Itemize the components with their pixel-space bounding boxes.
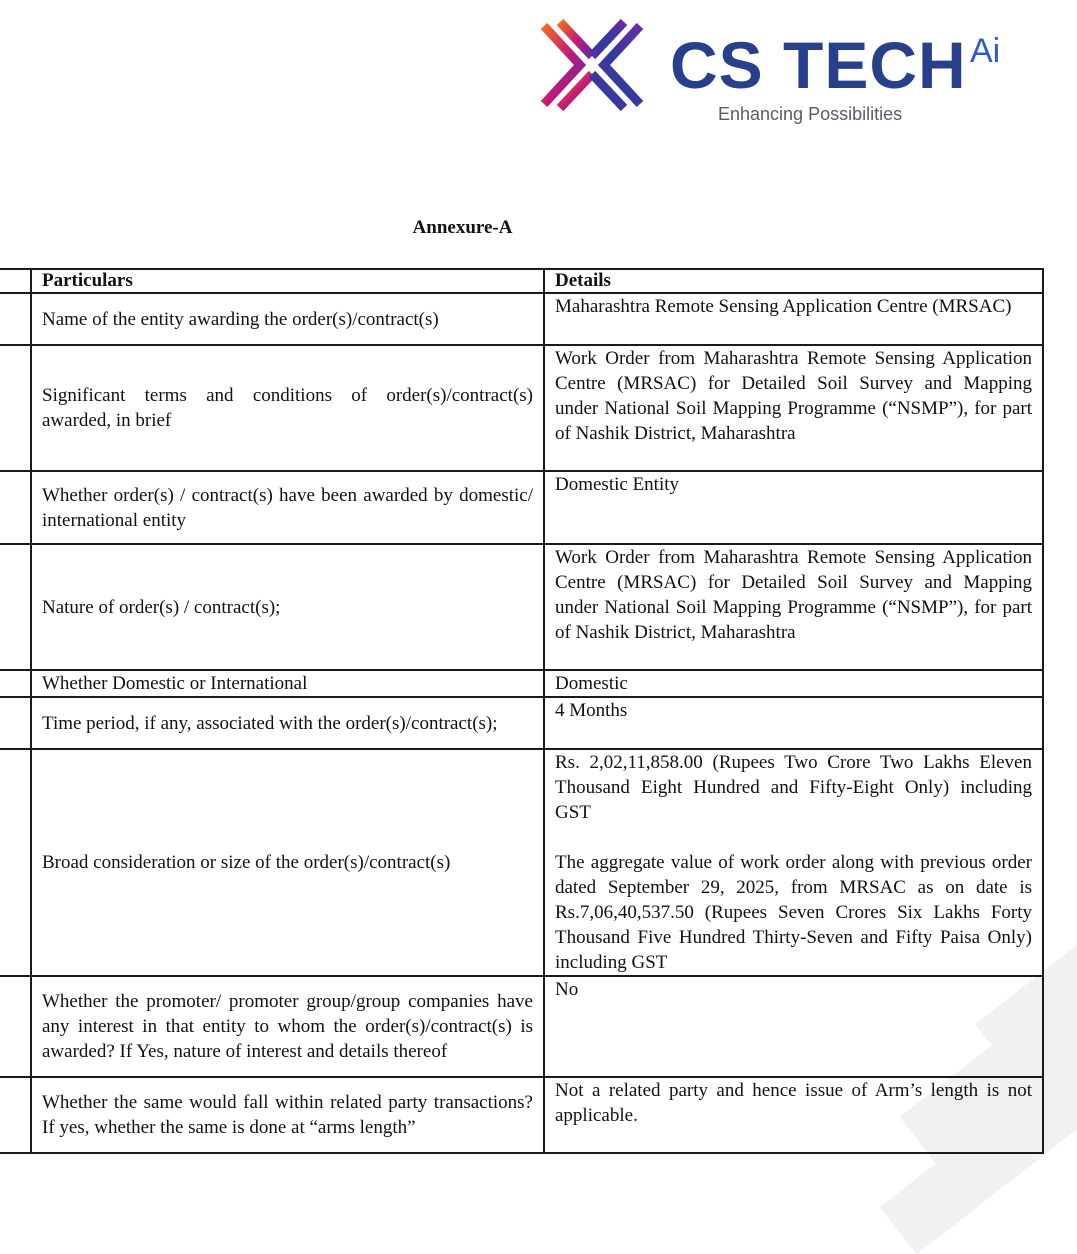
logo-superscript: Ai: [970, 32, 1001, 70]
particulars-cell: Name of the entity awarding the order(s)/contract(s): [31, 293, 544, 345]
table-header-row: [0, 269, 1043, 293]
details-cell: [544, 749, 1043, 976]
row-number-cell: [0, 293, 31, 345]
logo-wordmark: CS TECH: [670, 28, 967, 102]
header-no: [0, 269, 31, 293]
row-number-cell: [0, 1077, 31, 1153]
table-row: [0, 697, 1043, 749]
details-cell: Work Order from Maharashtra Remote Sensing Application Centre (MRSAC) for Detailed Soil Survey and Mapping under National Soil Mapping Programme (“NSMP”), for part of Nashik District, Maharashtra: [544, 544, 1043, 670]
particulars-cell: Whether Domestic or International: [31, 670, 544, 697]
particulars-cell: Nature of order(s) / contract(s);: [31, 544, 544, 670]
table-row: [0, 976, 1043, 1077]
particulars-cell: Time period, if any, associated with the order(s)/contract(s);: [31, 697, 544, 749]
row-number-cell: [0, 749, 31, 976]
document-title: Annexure-A: [412, 217, 513, 238]
consideration-amount: Rs. 2,02,11,858.00 (Rupees Two Crore Two Lakhs Eleven Thousand Eight Hundred and Fifty-Eight Only) including GST: [555, 752, 1032, 823]
logo-x-mark-icon: [538, 12, 646, 118]
header-details: Details: [544, 269, 1043, 293]
table-row: [0, 471, 1043, 544]
table-row: [0, 749, 1043, 976]
row-number-cell: [0, 544, 31, 670]
details-cell: Maharashtra Remote Sensing Application Centre (MRSAC): [544, 293, 1043, 345]
details-cell: Domestic Entity: [544, 471, 1043, 544]
details-cell: Not a related party and hence issue of Arm’s length is not applicable.: [544, 1077, 1043, 1153]
particulars-cell: Whether the same would fall within related party transactions? If yes, whether the same is done at “arms length”: [31, 1077, 544, 1153]
header-particulars: Particulars: [31, 269, 544, 293]
details-cell: Domestic: [544, 670, 1043, 697]
particulars-cell: Whether the promoter/ promoter group/group companies have any interest in that entity to whom the order(s)/contract(s) is awarded? If Yes, nature of interest and details thereof: [31, 976, 544, 1077]
table-row: [0, 1077, 1043, 1153]
row-number-cell: [0, 670, 31, 697]
particulars-cell: Broad consideration or size of the order(s)/contract(s): [31, 749, 544, 976]
table-row: [0, 544, 1043, 670]
details-cell: Work Order from Maharashtra Remote Sensing Application Centre (MRSAC) for Detailed Soil Survey and Mapping under National Soil Mapping Programme (“NSMP”), for part of Nashik District, Maharashtra: [544, 345, 1043, 471]
particulars-cell: Significant terms and conditions of order(s)/contract(s) awarded, in brief: [31, 345, 544, 471]
table-row: [0, 345, 1043, 471]
row-number-cell: [0, 345, 31, 471]
details-cell: 4 Months: [544, 697, 1043, 749]
table-row: [0, 670, 1043, 697]
row-number-cell: [0, 976, 31, 1077]
details-cell: No: [544, 976, 1043, 1077]
table-row: [0, 293, 1043, 345]
annexure-table: [0, 268, 1044, 1154]
particulars-cell: Whether order(s) / contract(s) have been awarded by domestic/ international entity: [31, 471, 544, 544]
row-number-cell: [0, 697, 31, 749]
row-number-cell: [0, 471, 31, 544]
company-logo: [538, 12, 1018, 132]
logo-tagline: Enhancing Possibilities: [718, 104, 903, 124]
aggregate-value: The aggregate value of work order along with previous order dated September 29, 2025, from MRSAC as on date is Rs.7,06,40,537.50 (Rupees Seven Crores Six Lakhs Forty Thousand Five Hundred Thirty-Seven and Fifty Paisa Only) including GST: [555, 852, 1032, 973]
